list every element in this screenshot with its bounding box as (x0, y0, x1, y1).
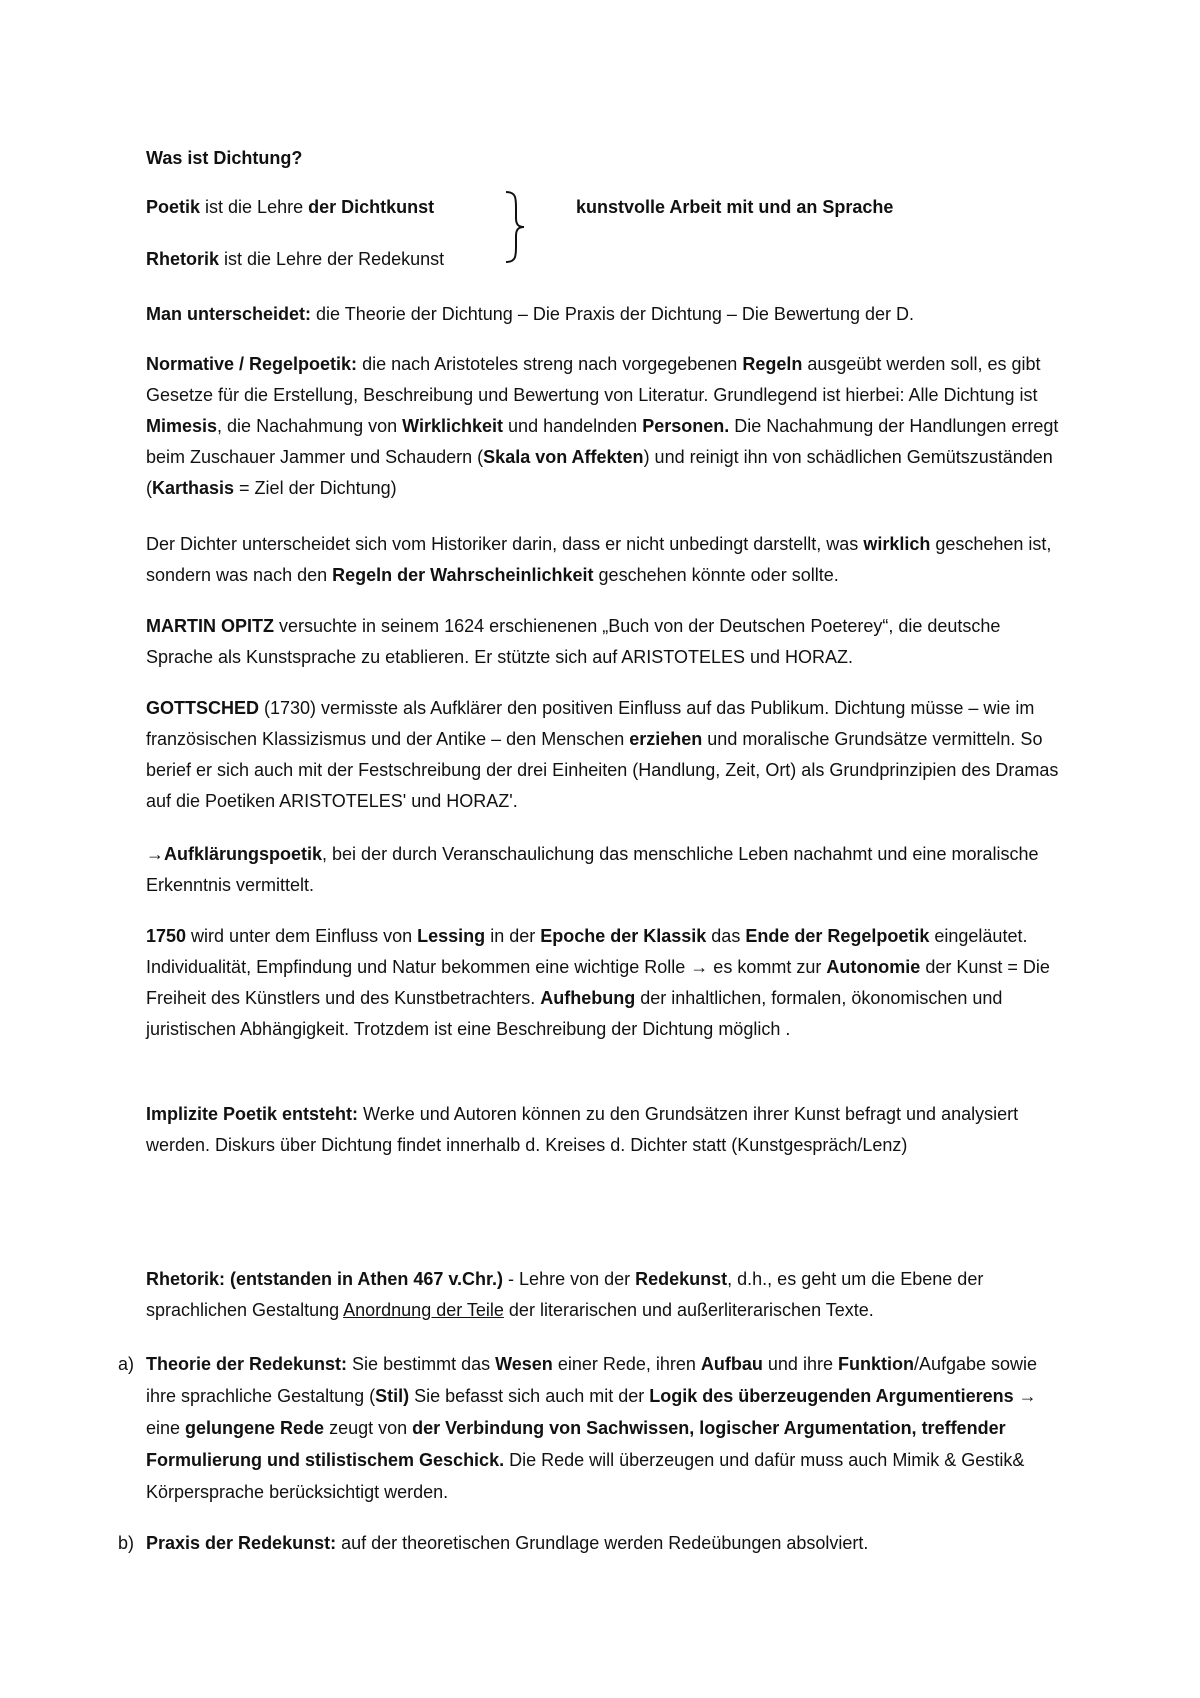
bold-run: Karthasis (152, 478, 235, 498)
bold-run: Rhetorik: (entstanden in Athen 467 v.Chr.) (146, 1269, 504, 1289)
text-run: der inhaltlichen, formalen, ökonomischen und juristischen Abhängigkeit. Trotzdem ist eine Beschreibung der Dichtung möglich . (146, 988, 1003, 1039)
bold-run: Regeln (742, 354, 803, 374)
bold-run: erziehen (629, 729, 703, 749)
bold-run: Funktion (837, 1354, 914, 1374)
text-run: , bei der durch Veranschaulichung das menschliche Leben nachahmt und eine moralische Erkenntnis vermittelt. (146, 844, 1039, 895)
underlined-run: Anordnung der Teile (343, 1300, 504, 1320)
bold-run: Lessing (417, 926, 486, 946)
text-run: das (706, 926, 746, 946)
text-run: Sie befasst sich auch mit der (409, 1386, 650, 1406)
text-run: eine (146, 1418, 186, 1438)
text-run: geschehen könnte oder sollte. (593, 565, 839, 585)
bold-run: Aufhebung (540, 988, 636, 1008)
bold-run: Mimesis (146, 416, 218, 436)
bold-run: der Verbindung von Sachwissen, logischer Argumentation, treffender Formulierung und stilistischem Geschick. (146, 1418, 1006, 1470)
aufklaerung-paragraph (146, 839, 1066, 901)
unterscheidung-lead: Man unterscheidet: (146, 304, 312, 324)
page-title (146, 143, 1066, 174)
text-run: (1730) vermisste als Aufklärer den positiven Einfluss auf das Publikum. Dichtung müsse – wie im französischen Klassizismus und der Antike – den Menschen (146, 698, 1035, 749)
text-run: einer Rede, ihren (552, 1354, 701, 1374)
bold-run: Redekunst (635, 1269, 728, 1289)
text-run: , die Nachahmung von (217, 416, 403, 436)
title-text: Was ist Dichtung? (146, 148, 303, 168)
normative-paragraph (146, 349, 1066, 504)
text-run: die nach Aristoteles streng nach vorgegebenen (357, 354, 743, 374)
text-run: in der (485, 926, 541, 946)
bold-run: Theorie der Redekunst: (146, 1354, 348, 1374)
text-run: ausgeübt werden soll, es gibt Gesetze für die Erstellung, Beschreibung und Bewertung von Literatur. Grundlegend ist hierbei: Alle Dichtung ist (146, 354, 1041, 405)
bold-run: Praxis der Redekunst: (146, 1533, 337, 1553)
text-run: = Ziel der Dichtung) (234, 478, 397, 498)
bold-run: Logik des überzeugenden Argumentierens → (649, 1386, 1037, 1406)
text-run: zeugt von (324, 1418, 413, 1438)
text-run: Sie bestimmt das (347, 1354, 496, 1374)
bold-run: Wirklichkeit (402, 416, 504, 436)
unterscheidung-text: die Theorie der Dichtung – Die Praxis der Dichtung – Die Bewertung der D. (311, 304, 915, 324)
list-item-body (146, 1348, 1068, 1508)
list-item-a (118, 1348, 1068, 1508)
bold-run: gelungene Rede (185, 1418, 325, 1438)
normative-lead: Normative / Regelpoetik: (146, 354, 358, 374)
bold-run: GOTTSCHED (146, 698, 260, 718)
poetik-text: ist die Lehre (200, 197, 309, 217)
bold-run: 1750 (146, 926, 187, 946)
rhetorik-text: ist die Lehre der Redekunst (219, 249, 445, 269)
text-run: wird unter dem Einfluss von (186, 926, 418, 946)
list-marker: a) (118, 1354, 135, 1374)
bold-run: Personen. (642, 416, 730, 436)
text-run: ) und reinigt ihn von schädlichen Gemütszuständen ( (146, 447, 1053, 498)
implizite-poetik-paragraph (146, 1099, 1066, 1161)
rhetorik-term: Rhetorik (146, 249, 220, 269)
text-run: Die Nachahmung der Handlungen erregt beim Zuschauer Jammer und Schaudern ( (146, 416, 1059, 467)
unterscheidung-paragraph (146, 299, 1066, 330)
klassik-paragraph (146, 921, 1066, 1045)
arrow-right-icon: → (146, 844, 164, 864)
text-run: der literarischen und außerliterarischen Texte. (503, 1300, 874, 1320)
text-run: - Lehre von der (503, 1269, 636, 1289)
bold-run: Stil) (375, 1386, 410, 1406)
poetik-term: Poetik (146, 197, 201, 217)
text-run: der Kunst = Die Freiheit des Künstlers und des Kunstbetrachters. (146, 957, 1050, 1008)
bold-run: Regeln der Wahrscheinlichkeit (332, 565, 594, 585)
poetik-bold-text: der Dichtkunst (308, 197, 435, 217)
bold-run: Wesen (495, 1354, 553, 1374)
bold-run: Implizite Poetik entsteht: (146, 1104, 359, 1124)
rhetorik-definition-line (146, 244, 1066, 275)
rhetorik-paragraph (146, 1264, 1066, 1326)
list-marker: b) (118, 1533, 135, 1553)
bold-run: Aufklärungspoetik (164, 844, 323, 864)
bold-run: Ende der Regelpoetik (745, 926, 930, 946)
bold-run: Aufbau (700, 1354, 763, 1374)
text-run: versuchte in seinem 1624 erschienenen „Buch von der Deutschen Poeterey“, die deutsche Sprache als Kunstsprache zu etablieren. Er stützte sich auf ARISTOTELES und HORAZ. (146, 616, 1001, 667)
opitz-paragraph (146, 611, 1066, 673)
dichter-paragraph (146, 529, 1066, 591)
bold-run: Skala von Affekten (483, 447, 644, 467)
gottsched-paragraph (146, 693, 1066, 817)
text-run: geschehen ist, sondern was nach den (146, 534, 1052, 585)
text-run: auf der theoretischen Grundlage werden Redeübungen absolviert. (336, 1533, 869, 1553)
list-item-b (118, 1527, 1068, 1559)
bold-run: Epoche der Klassik (540, 926, 707, 946)
text-run: Die Rede will überzeugen und dafür muss auch Mimik & Gestik& Körpersprache berücksichtigt werden. (146, 1450, 1025, 1502)
bold-run: MARTIN OPITZ (146, 616, 274, 636)
text-run: und ihre (762, 1354, 838, 1374)
text-run: und handelnden (503, 416, 643, 436)
text-run: Der Dichter unterscheidet sich vom Historiker darin, dass er nicht unbedingt darstellt, was (146, 534, 864, 554)
list-item-body (146, 1527, 1068, 1559)
text-run: und moralische Grundsätze vermitteln. So berief er sich auch mit der Festschreibung der drei Einheiten (Handlung, Zeit, Ort) als Grundprinzipien des Dramas auf die Poetiken ARISTOTELES' und HORAZ'. (146, 729, 1059, 811)
text-run: Werke und Autoren können zu den Grundsätzen ihrer Kunst befragt und analysiert werden. Diskurs über Dichtung findet innerhalb d. Kreises d. Dichter statt (Kunstgespräch/Lenz) (146, 1104, 1019, 1155)
brace-summary: kunstvolle Arbeit mit und an Sprache (576, 197, 894, 217)
text-run: eingeläutet. Individualität, Empfindung und Natur bekommen eine wichtige Rolle → es kommt zur (146, 926, 1028, 977)
bold-run: Autonomie (826, 957, 921, 977)
text-run: , d.h., es geht um die Ebene der sprachlichen Gestaltung (146, 1269, 984, 1320)
text-run: /Aufgabe sowie ihre sprachliche Gestaltung ( (146, 1354, 1038, 1406)
bold-run: wirklich (863, 534, 931, 554)
